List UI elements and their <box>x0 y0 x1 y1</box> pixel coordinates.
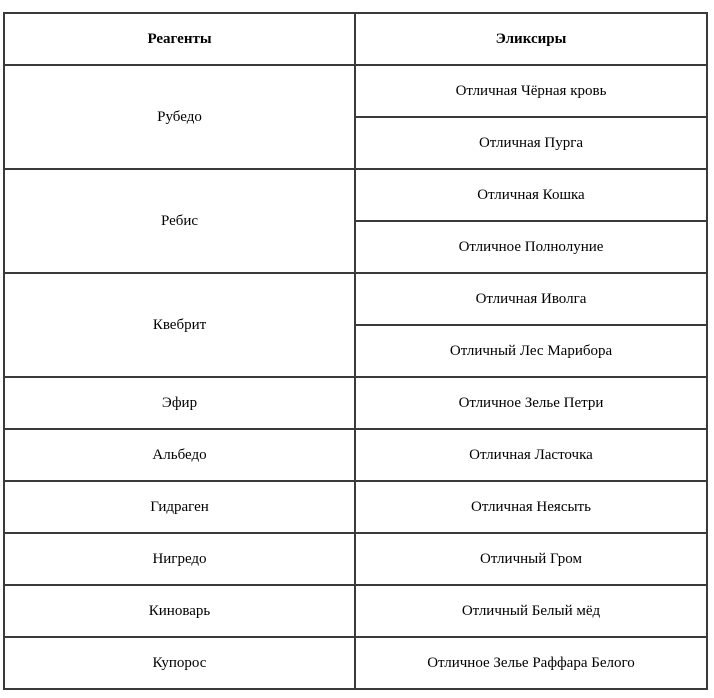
table-row <box>4 429 707 481</box>
reagent-cell: Альбедо <box>4 429 355 481</box>
reagent-cell: Квебрит <box>4 273 355 377</box>
table-row <box>4 533 707 585</box>
table-row <box>4 169 707 221</box>
elixir-cell: Отличная Чёрная кровь <box>355 65 707 117</box>
elixir-cell: Отличная Иволга <box>355 273 707 325</box>
elixir-cell: Отличная Неясыть <box>355 481 707 533</box>
reagent-cell: Ребис <box>4 169 355 273</box>
table-row <box>4 481 707 533</box>
header-row <box>4 13 707 65</box>
elixir-cell: Отличное Зелье Петри <box>355 377 707 429</box>
reagent-cell: Киноварь <box>4 585 355 637</box>
elixir-cell: Отличная Пурга <box>355 117 707 169</box>
reagent-cell: Купорос <box>4 637 355 689</box>
table-row <box>4 65 707 117</box>
elixir-cell: Отличный Лес Марибора <box>355 325 707 377</box>
elixir-cell: Отличный Гром <box>355 533 707 585</box>
elixirs-column-header: Эликсиры <box>355 13 707 65</box>
table-row <box>4 585 707 637</box>
reagent-cell: Нигредо <box>4 533 355 585</box>
reagents-elixirs-table <box>3 12 708 690</box>
table-row <box>4 377 707 429</box>
elixir-cell: Отличный Белый мёд <box>355 585 707 637</box>
elixir-cell: Отличная Ласточка <box>355 429 707 481</box>
reagent-cell: Гидраген <box>4 481 355 533</box>
reagent-cell: Эфир <box>4 377 355 429</box>
reagents-column-header: Реагенты <box>4 13 355 65</box>
elixir-cell: Отличная Кошка <box>355 169 707 221</box>
table-row <box>4 273 707 325</box>
elixir-cell: Отличное Полнолуние <box>355 221 707 273</box>
table-row <box>4 637 707 689</box>
elixir-cell: Отличное Зелье Раффара Белого <box>355 637 707 689</box>
reagent-cell: Рубедо <box>4 65 355 169</box>
